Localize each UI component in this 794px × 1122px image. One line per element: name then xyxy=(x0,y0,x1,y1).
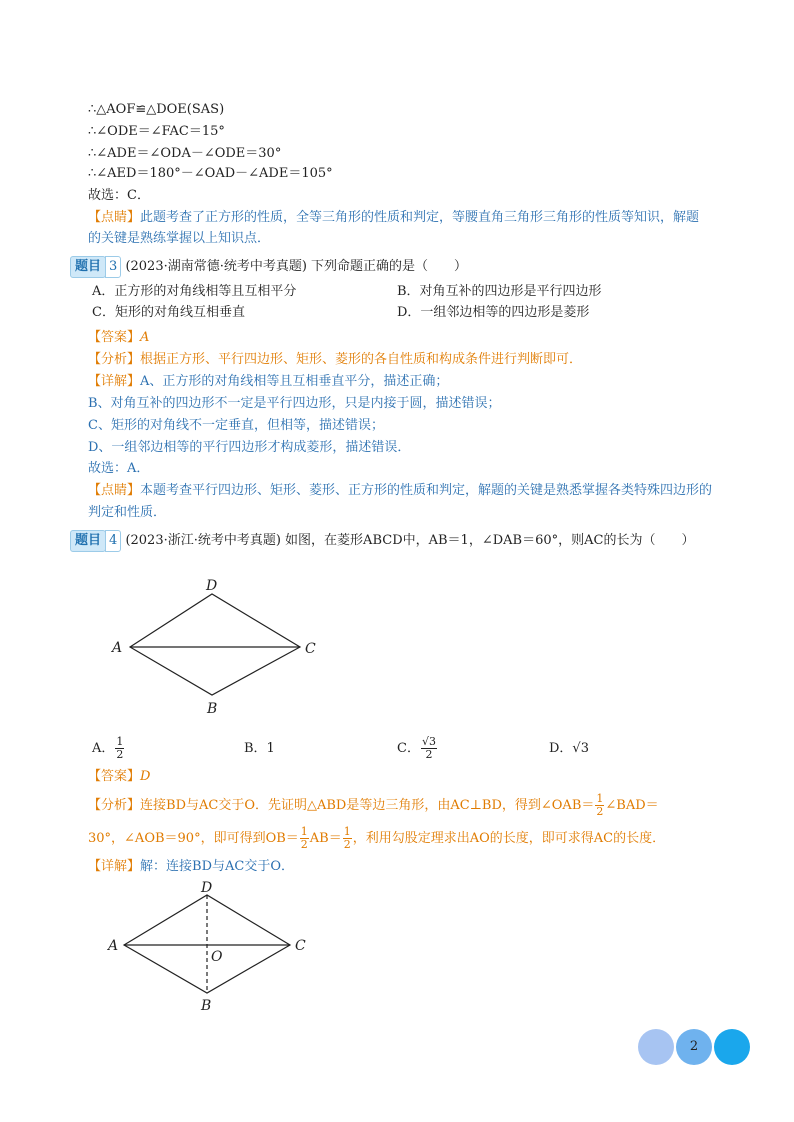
q4-analysis-l2c: ，利用勾股定理求出AO的长度，即可求得AC的长度． xyxy=(352,831,666,846)
fig1-label-c: C xyxy=(305,641,316,657)
q4-option-a-prefix: A． xyxy=(92,741,115,756)
q3-option-d: D．一组邻边相等的四边形是菱形 xyxy=(397,305,590,320)
page-dot-3 xyxy=(714,1029,750,1065)
q3-detail-line3: C、矩形的对角线不一定垂直，但相等，描述错误； xyxy=(88,418,384,433)
q4-detail xyxy=(88,857,294,877)
q3-option-b: B．对角互补的四边形是平行四边形 xyxy=(397,284,602,299)
q3-detail-line1: A、正方形的对角线相等且互相垂直平分，描述正确； xyxy=(140,374,449,389)
q4-header xyxy=(70,530,694,552)
q3-answer-value: A xyxy=(140,330,150,345)
q4-analysis-l2a: 30°，∠AOB＝90°，即可得到OB＝ xyxy=(88,831,299,846)
q2-comment xyxy=(88,208,699,228)
q3-number: 3 xyxy=(105,256,121,278)
q3-comment-line1: 本题考查平行四边形、矩形、菱形、正方形的性质和判定，解题的关键是熟悉掌握各类特殊四边形的 xyxy=(140,483,713,498)
q3-analysis-text: 根据正方形、平行四边形、矩形、菱形的各自性质和构成条件进行判断即可． xyxy=(140,352,583,367)
q3-comment-tag: 【点睛】 xyxy=(88,483,141,498)
q4-analysis-l2-frac1-num: 1 xyxy=(300,825,308,838)
q3-answer-tag: 【答案】 xyxy=(88,330,141,345)
q3-detail-tag: 【详解】 xyxy=(88,374,141,389)
q3-detail xyxy=(88,372,448,392)
q4-analysis-l1b: ∠BAD＝ xyxy=(605,798,659,813)
q3-tag: 题目 xyxy=(70,256,106,278)
fig1-label-b: B xyxy=(207,701,218,717)
proof-line-2: ∴∠ODE＝∠FAC＝15° xyxy=(88,124,225,139)
q4-option-d: D．√3 xyxy=(549,741,589,756)
q4-option-a-den: 2 xyxy=(116,748,124,761)
q4-analysis-tag: 【分析】 xyxy=(88,798,141,813)
fig1-label-a: A xyxy=(112,640,123,656)
q4-analysis-line2 xyxy=(88,825,665,853)
q4-analysis-line1 xyxy=(88,792,659,820)
q3-comment xyxy=(88,481,712,501)
fig2-label-b: B xyxy=(201,998,212,1014)
q4-tag: 题目 xyxy=(70,530,106,552)
q4-detail-text: 解：连接BD与AC交于O． xyxy=(140,859,294,874)
fig2-label-a: A xyxy=(108,938,119,954)
page-dot-1 xyxy=(638,1029,674,1065)
q4-answer-value: D xyxy=(140,769,151,784)
q3-option-c: C．矩形的对角线互相垂直 xyxy=(92,305,245,320)
q3-header xyxy=(70,256,467,278)
q4-analysis-l2-frac2-num: 1 xyxy=(343,825,351,838)
q4-option-c-prefix: C． xyxy=(397,741,420,756)
q4-option-b: B．1 xyxy=(244,741,275,756)
fig2-label-o: O xyxy=(211,949,223,965)
q4-option-c-num: √3 xyxy=(421,735,436,748)
q4-analysis-l1a: 连接BD与AC交于O．先证明△ABD是等边三角形，由AC⊥BD，得到∠OAB＝ xyxy=(140,798,595,813)
proof-line-5: 故选：C． xyxy=(88,188,150,203)
q4-analysis-l2b: AB＝ xyxy=(309,831,342,846)
q4-option-c xyxy=(397,735,438,763)
fig1-label-d: D xyxy=(206,578,218,594)
q3-stem: (2023·湖南常德·统考中考真题) 下列命题正确的是（ ） xyxy=(125,259,468,274)
q4-analysis-l2-frac1-den: 2 xyxy=(300,838,308,851)
q3-analysis xyxy=(88,350,582,370)
q2-comment-tag: 【点睛】 xyxy=(88,210,141,225)
q2-comment-line1: 此题考查了正方形的性质，全等三角形的性质和判定，等腰直角三角形三角形的性质等知识，解题 xyxy=(140,210,700,225)
q4-option-c-den: 2 xyxy=(425,748,433,761)
proof-line-3: ∴∠ADE＝∠ODA－∠ODE＝30° xyxy=(88,146,282,161)
q4-answer xyxy=(88,767,150,787)
q4-analysis-frac-num: 1 xyxy=(596,792,604,805)
q3-detail-line4: D、一组邻边相等的平行四边形才构成菱形，描述错误． xyxy=(88,440,411,455)
q4-analysis-l2-frac2-den: 2 xyxy=(343,838,351,851)
q4-detail-tag: 【详解】 xyxy=(88,859,141,874)
q4-analysis-frac-den: 2 xyxy=(596,805,604,818)
q3-detail-line5: 故选：A． xyxy=(88,461,150,476)
proof-line-1: ∴△AOF≌△DOE(SAS) xyxy=(88,102,225,117)
q4-stem: (2023·浙江·统考中考真题) 如图，在菱形ABCD中，AB＝1，∠DAB＝60°，则AC的长为（ ） xyxy=(125,533,695,548)
fig2-label-c: C xyxy=(295,938,306,954)
page-indicator xyxy=(638,1029,752,1065)
q3-comment-line2: 判定和性质． xyxy=(88,505,167,520)
rhombus-figure-1 xyxy=(100,570,340,720)
q3-detail-line2: B、对角互补的四边形不一定是平行四边形，只是内接于圆，描述错误； xyxy=(88,396,501,411)
q2-comment-line2: 的关键是熟练掌握以上知识点． xyxy=(88,231,271,246)
rhombus-figure-2 xyxy=(100,878,330,1018)
q3-answer xyxy=(88,328,149,348)
proof-line-4: ∴∠AED＝180°－∠OAD－∠ADE＝105° xyxy=(88,166,333,181)
q3-analysis-tag: 【分析】 xyxy=(88,352,141,367)
q4-option-a xyxy=(92,735,125,763)
fig2-label-d: D xyxy=(201,880,213,896)
q4-number: 4 xyxy=(105,530,121,552)
page-number: 2 xyxy=(689,1039,699,1054)
q3-option-a: A．正方形的对角线相等且互相平分 xyxy=(92,284,297,299)
q4-option-a-num: 1 xyxy=(116,735,124,748)
q4-answer-tag: 【答案】 xyxy=(88,769,141,784)
